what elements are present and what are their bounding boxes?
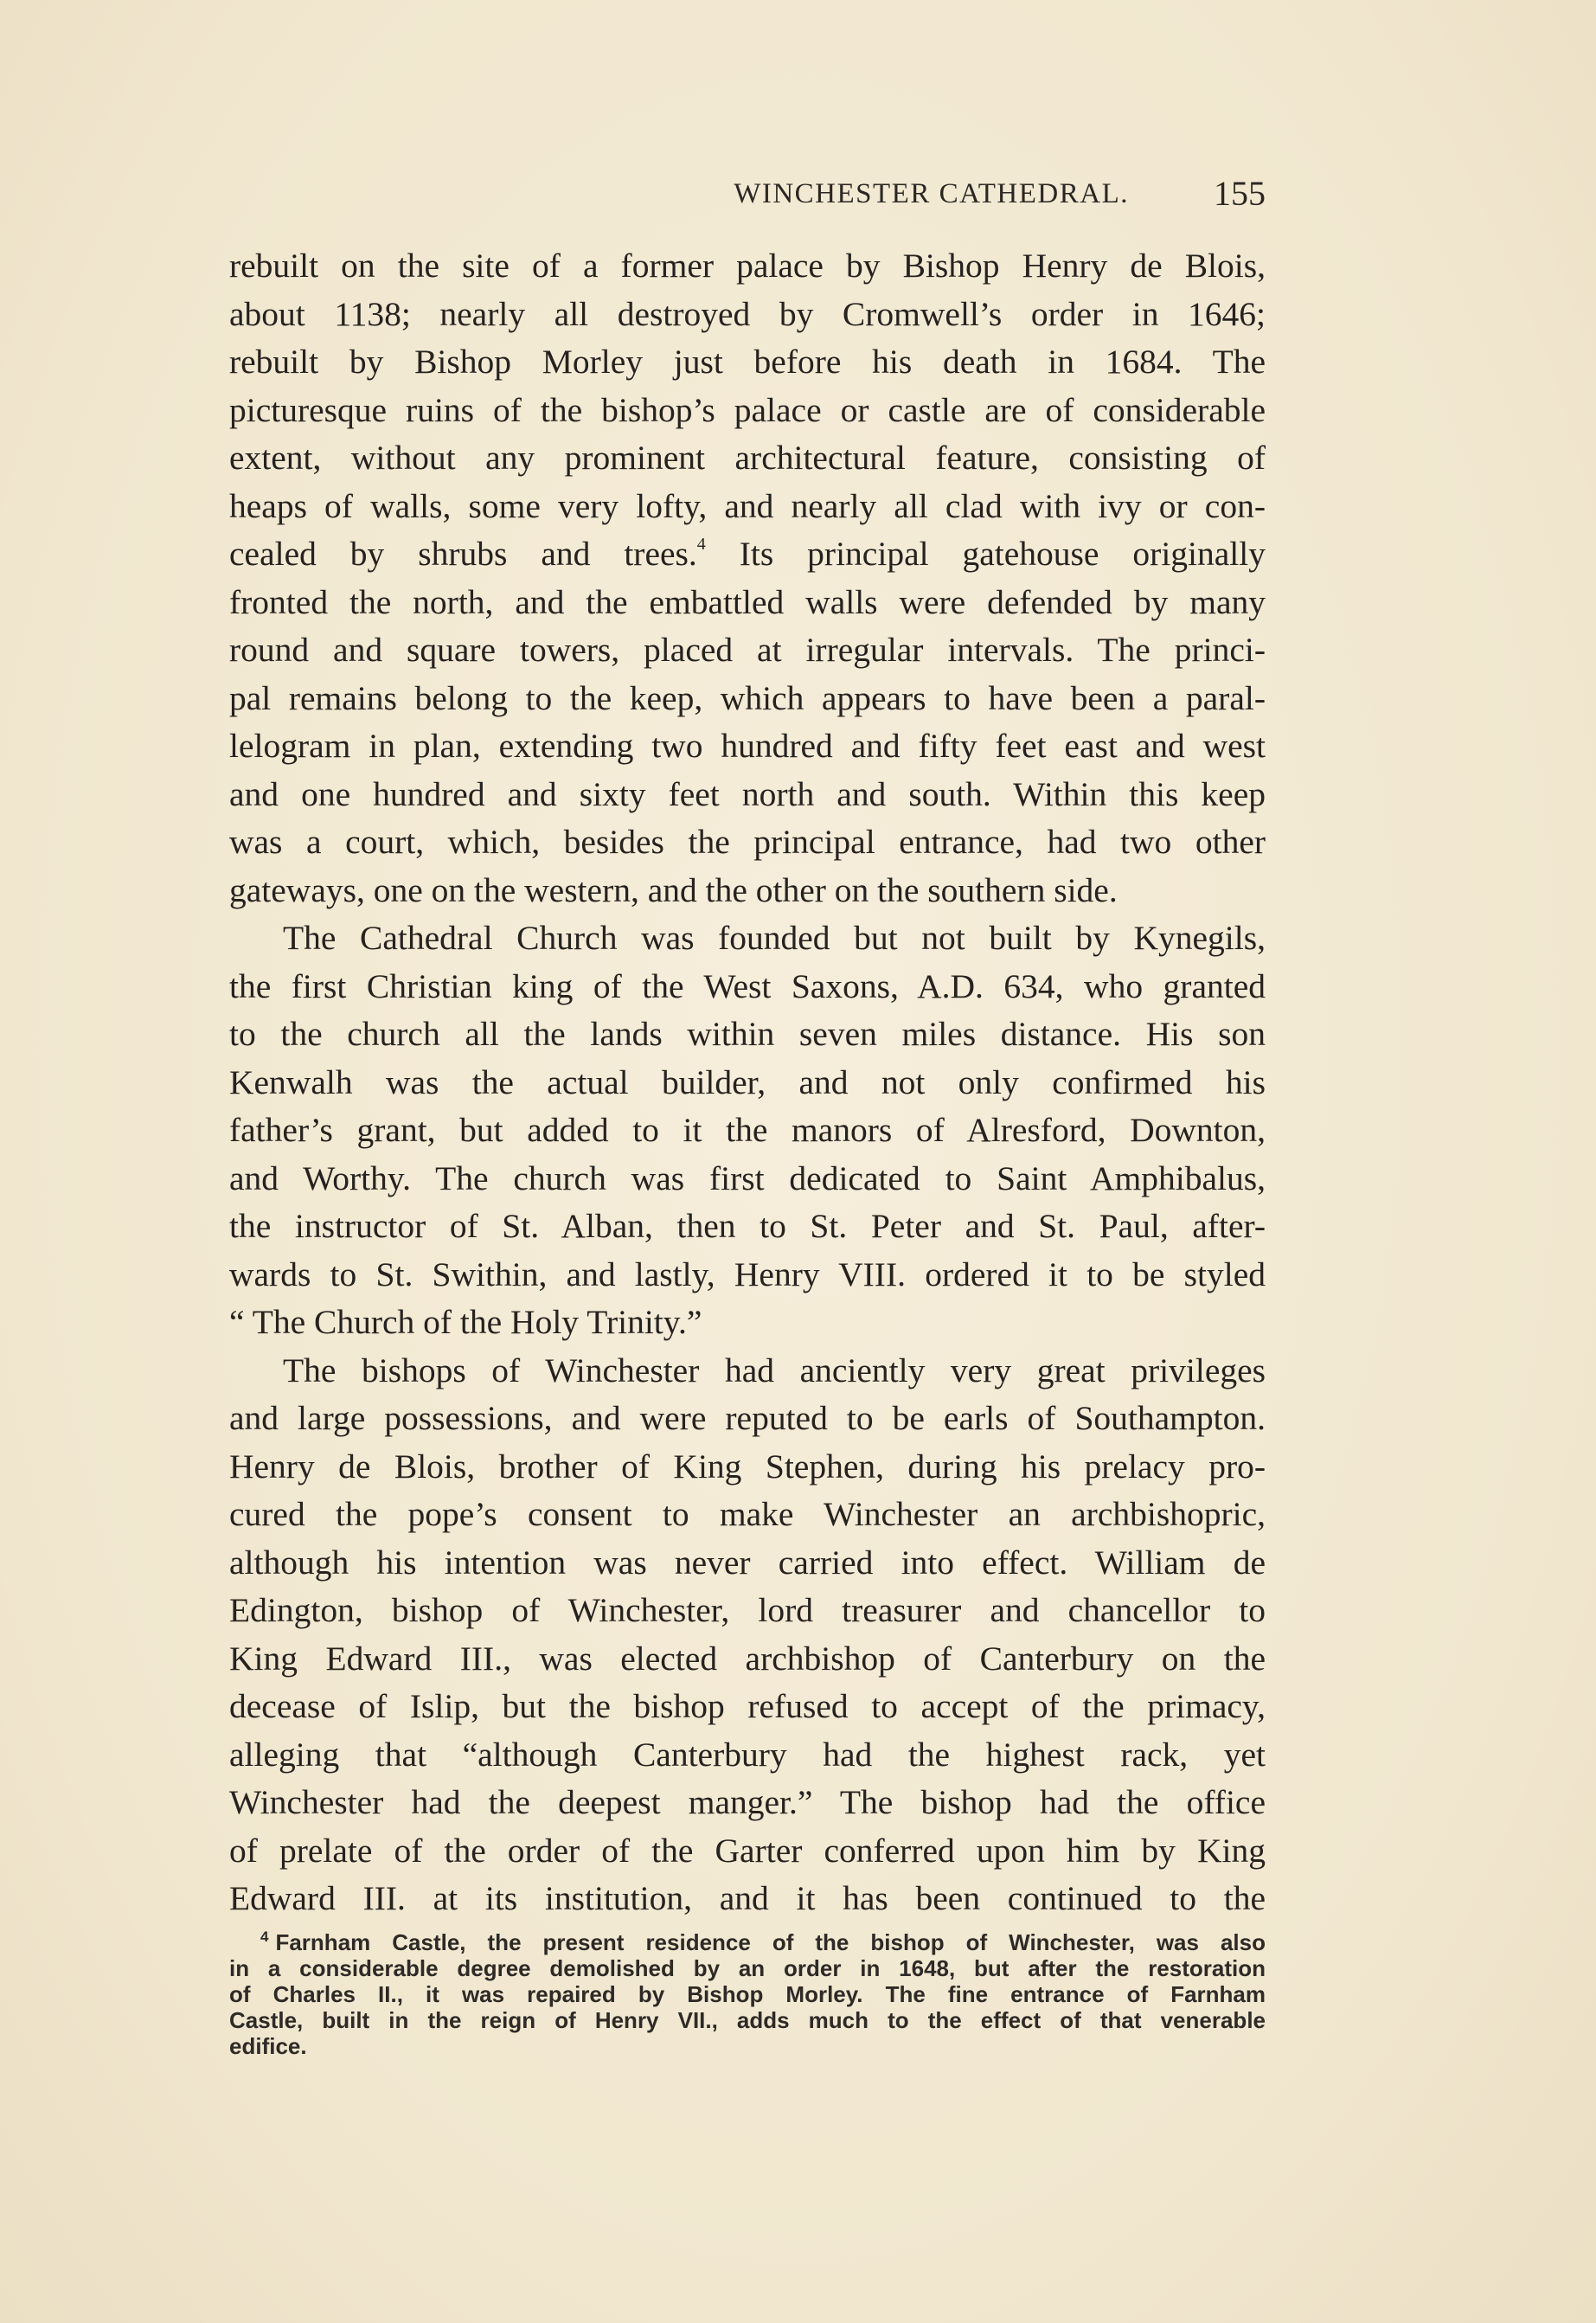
footnote-text: Farnham Castle, the present residence of the bishop of Winchester, was also (275, 1929, 1266, 1955)
text-line: extent, without any prominent architectural feature, consisting of (229, 439, 1266, 477)
text-line: Kenwalh was the actual builder, and not only confirmed his (229, 1062, 1266, 1101)
body-text (229, 242, 1266, 1923)
text-line: rebuilt by Bishop Morley just before his death in 1684. The (229, 343, 1266, 381)
footnote-mark: 4 (260, 1928, 269, 1945)
text-line: the first Christian king of the West Saxons, A.D. 634, who granted (229, 966, 1266, 1005)
text-line: and Worthy. The church was first dedicated to Saint Amphibalus, (229, 1158, 1266, 1197)
text-line: although his intention was never carried into effect. William de (229, 1543, 1266, 1582)
text-line: and large possessions, and were reputed to be earls of Southampton. (229, 1399, 1266, 1437)
text-line: heaps of walls, some very lofty, and nearly all clad with ivy or con- (229, 486, 1266, 525)
text-line: gateways, one on the western, and the other on the southern side. (229, 870, 1118, 909)
text-line: Henry de Blois, brother of King Stephen, during his prelacy pro- (229, 1447, 1266, 1486)
text-line: King Edward III., was elected archbishop of Canterbury on the (229, 1639, 1266, 1678)
footnote-line: in a considerable degree demolished by an order in 1648, but after the restoration (229, 1955, 1266, 1981)
text-line: wards to St. Swithin, and lastly, Henry VIII. ordered it to be styled (229, 1255, 1266, 1293)
text-line: fronted the north, and the embattled walls were defended by many (229, 582, 1266, 621)
text-line: pal remains belong to the keep, which appears to have been a paral- (229, 678, 1266, 717)
text-segment: cealed by shrubs and trees. (229, 535, 697, 573)
footnotes (229, 1929, 1266, 2059)
text-line: father’s grant, but added to it the manors of Alresford, Downton, (229, 1111, 1266, 1149)
text-line: was a court, which, besides the principal entrance, had two other (229, 823, 1266, 861)
text-line: alleging that “although Canterbury had the highest rack, yet (229, 1735, 1266, 1774)
footnote-line (229, 1929, 1266, 1955)
paragraph-bishops-privileges (229, 1347, 1266, 1923)
paragraph-cathedral-founding (229, 914, 1266, 1347)
text-segment: Its principal gatehouse originally (705, 535, 1266, 573)
text-line: “ The Church of the Holy Trinity.” (229, 1303, 702, 1341)
text-line: lelogram in plan, extending two hundred and fifty feet east and west (229, 727, 1266, 765)
text-line-with-footnote (229, 530, 1266, 579)
text-line: to the church all the lands within seven miles distance. His son (229, 1015, 1266, 1053)
text-line: and one hundred and sixty feet north and south. Within this keep (229, 774, 1266, 813)
text-line: decease of Islip, but the bishop refused to accept of the primacy, (229, 1687, 1266, 1725)
paragraph-bishops-palace (229, 242, 1266, 914)
page-number: 155 (1214, 174, 1266, 213)
text-line: the instructor of St. Alban, then to St. Peter and St. Paul, after- (229, 1207, 1266, 1245)
footnote-farnham-castle (229, 1929, 1266, 2059)
footnote-line: edifice. (229, 2033, 307, 2059)
text-line: picturesque ruins of the bishop’s palace or castle are of considerable (229, 390, 1266, 429)
text-line: about 1138; nearly all destroyed by Cromwell’s order in 1646; (229, 294, 1266, 333)
text-line: of prelate of the order of the Garter conferred upon him by King (229, 1831, 1266, 1870)
text-line: cured the pope’s consent to make Winchester an archbishopric, (229, 1495, 1266, 1533)
footnote-line: of Charles II., it was repaired by Bishop Morley. The fine entrance of Farnham (229, 1981, 1266, 2007)
text-line: Edington, bishop of Winchester, lord treasurer and chancellor to (229, 1591, 1266, 1629)
running-title: WINCHESTER CATHEDRAL. (734, 178, 1129, 209)
text-line: rebuilt on the site of a former palace by Bishop Henry de Blois, (229, 247, 1266, 285)
text-line: Winchester had the deepest manger.” The bishop had the office (229, 1783, 1266, 1821)
footnote-line: Castle, built in the reign of Henry VII., adds much to the effect of that venerable (229, 2007, 1266, 2033)
text-line: The bishops of Winchester had anciently very great privileges (283, 1351, 1266, 1389)
page-header (229, 173, 1266, 225)
footnote-reference[interactable]: 4 (696, 535, 706, 554)
text-line: round and square towers, placed at irregular intervals. The princi- (229, 631, 1266, 669)
text-line: Edward III. at its institution, and it has been continued to the (229, 1879, 1266, 1917)
text-line: The Cathedral Church was founded but not built by Kynegils, (283, 919, 1266, 957)
